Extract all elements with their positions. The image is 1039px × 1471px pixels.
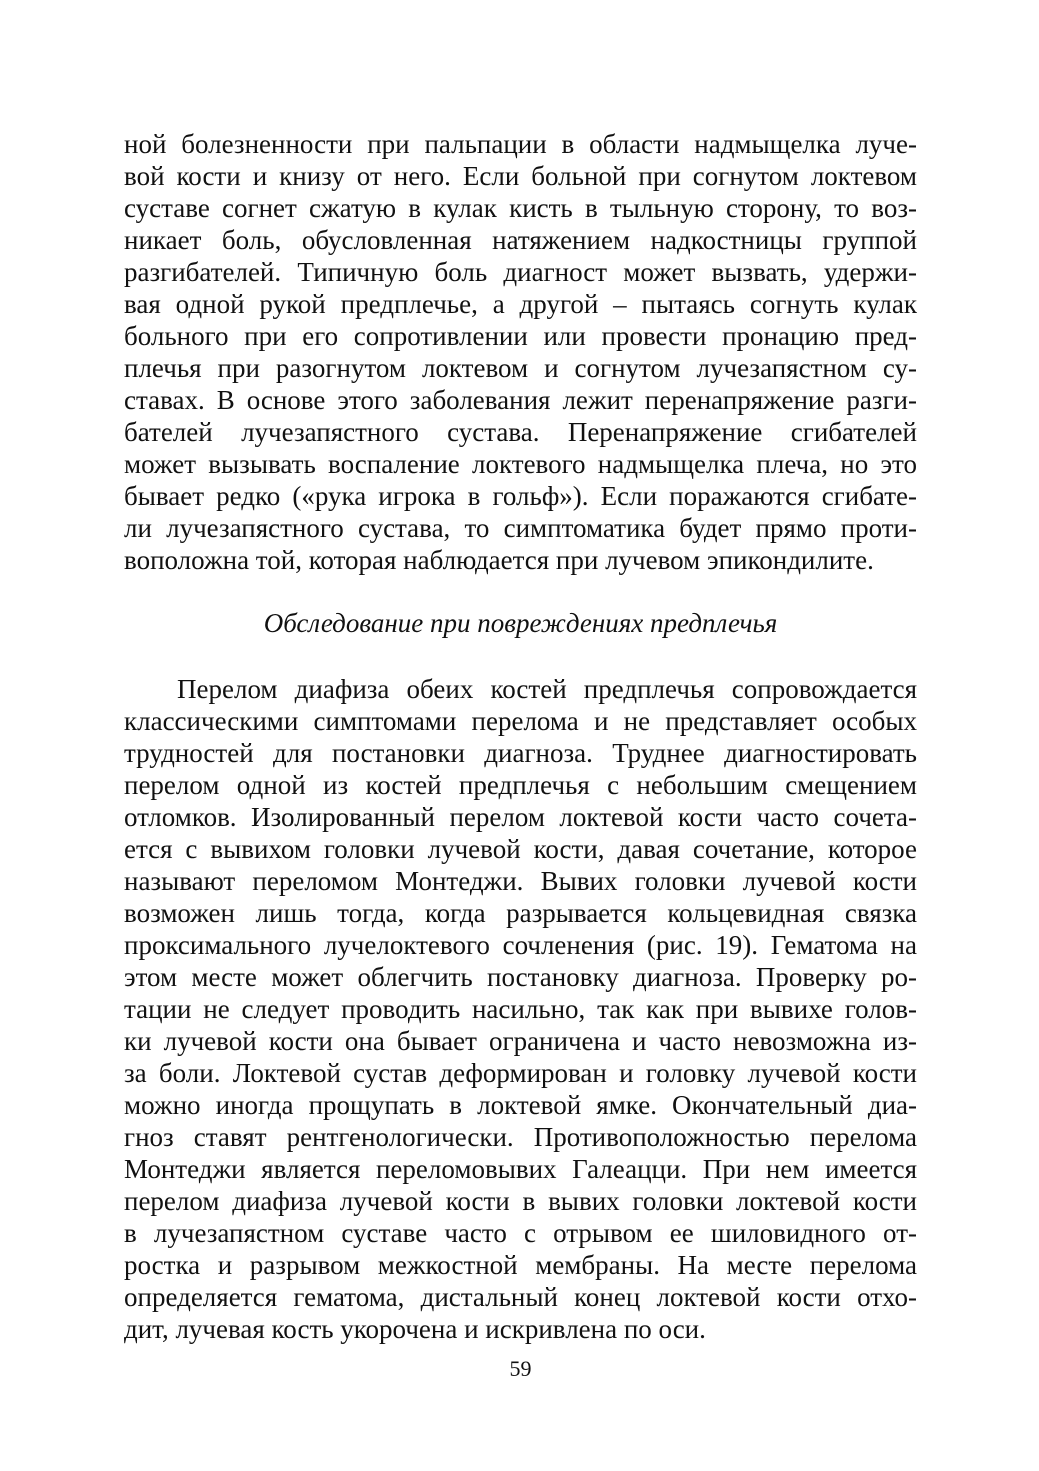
text-line: этом месте может облегчить постановку диагноза. Проверку ро-: [124, 962, 917, 992]
text-line: классическими симптомами перелома и не представляет особых: [124, 706, 917, 736]
text-line: ется с вывихом головки лучевой кости, давая сочетание, которое: [124, 834, 917, 864]
section-heading: Обследование при повреждениях предплечья: [263, 608, 778, 638]
text-line: вая одной рукой предплечье, а другой – пытаясь согнуть кулак: [124, 289, 917, 319]
text-line: может вызывать воспаление локтевого надмыщелка плеча, но это: [124, 449, 917, 479]
text-line: перелом одной из костей предплечья с небольшим смещением: [124, 770, 917, 800]
text-line: перелом диафиза лучевой кости в вывих головки локтевой кости: [124, 1186, 917, 1216]
text-line: возможен лишь тогда, когда разрывается кольцевидная связка: [124, 898, 917, 928]
paragraph-continuation: [124, 128, 917, 576]
text-line: Перелом диафиза обеих костей предплечья сопровождается: [177, 674, 917, 704]
text-line: воположна той, которая наблюдается при лучевом эпикондилите.: [124, 545, 874, 575]
text-line: плечья при разогнутом локтевом и согнутом лучезапястном су-: [124, 353, 917, 383]
text-line: проксимального лучелоктевого сочленения (рис. 19). Гематома на: [124, 930, 917, 960]
page-number: 59: [509, 1356, 532, 1381]
text-line: ставах. В основе этого заболевания лежит перенапряжение разги-: [124, 385, 917, 415]
text-line: Монтеджи является переломовывих Галеацци. При нем имеется: [124, 1154, 917, 1184]
text-line: ли лучезапястного сустава, то симптоматика будет прямо проти-: [124, 513, 917, 543]
text-line: трудностей для постановки диагноза. Труднее диагностировать: [124, 738, 917, 768]
text-line: в лучезапястном суставе часто с отрывом ее шиловидного от-: [124, 1218, 917, 1248]
text-line: больного при его сопротивлении или провести пронацию пред-: [124, 321, 917, 351]
text-line: ки лучевой кости она бывает ограничена и часто невозможна из-: [124, 1026, 917, 1056]
text-line: бателей лучезапястного сустава. Перенапряжение сгибателей: [124, 417, 917, 447]
text-line: тации не следует проводить насильно, так как при вывихе голов-: [124, 994, 917, 1024]
text-line: за боли. Локтевой сустав деформирован и головку лучевой кости: [124, 1058, 917, 1088]
text-line: вой кости и книзу от него. Если больной при согнутом локтевом: [124, 161, 917, 191]
text-line: определяется гематома, дистальный конец локтевой кости отхо-: [124, 1282, 917, 1312]
text-line: разгибателей. Типичную боль диагност может вызвать, удержи-: [124, 257, 917, 287]
text-line: называют переломом Монтеджи. Вывих головки лучевой кости: [124, 866, 917, 896]
paragraph-forearm-injuries: [124, 673, 917, 1345]
text-line: отломков. Изолированный перелом локтевой кости часто сочета-: [124, 802, 917, 832]
text-line: гноз ставят рентгенологически. Противоположностью перелома: [124, 1122, 917, 1152]
text-line: ростка и разрывом межкостной мембраны. На месте перелома: [124, 1250, 917, 1280]
text-line: можно иногда прощупать в локтевой ямке. Окончательный диа-: [124, 1090, 917, 1120]
text-line: дит, лучевая кость укорочена и искривлена по оси.: [124, 1314, 706, 1344]
text-line: суставе согнет сжатую в кулак кисть в тыльную сторону, то воз-: [124, 193, 917, 223]
text-line: бывает редко («рука игрока в гольф»). Если поражаются сгибате-: [124, 481, 917, 511]
text-line: никает боль, обусловленная натяжением надкостницы группой: [124, 225, 917, 255]
text-line: ной болезненности при пальпации в области надмыщелка луче-: [124, 129, 917, 159]
